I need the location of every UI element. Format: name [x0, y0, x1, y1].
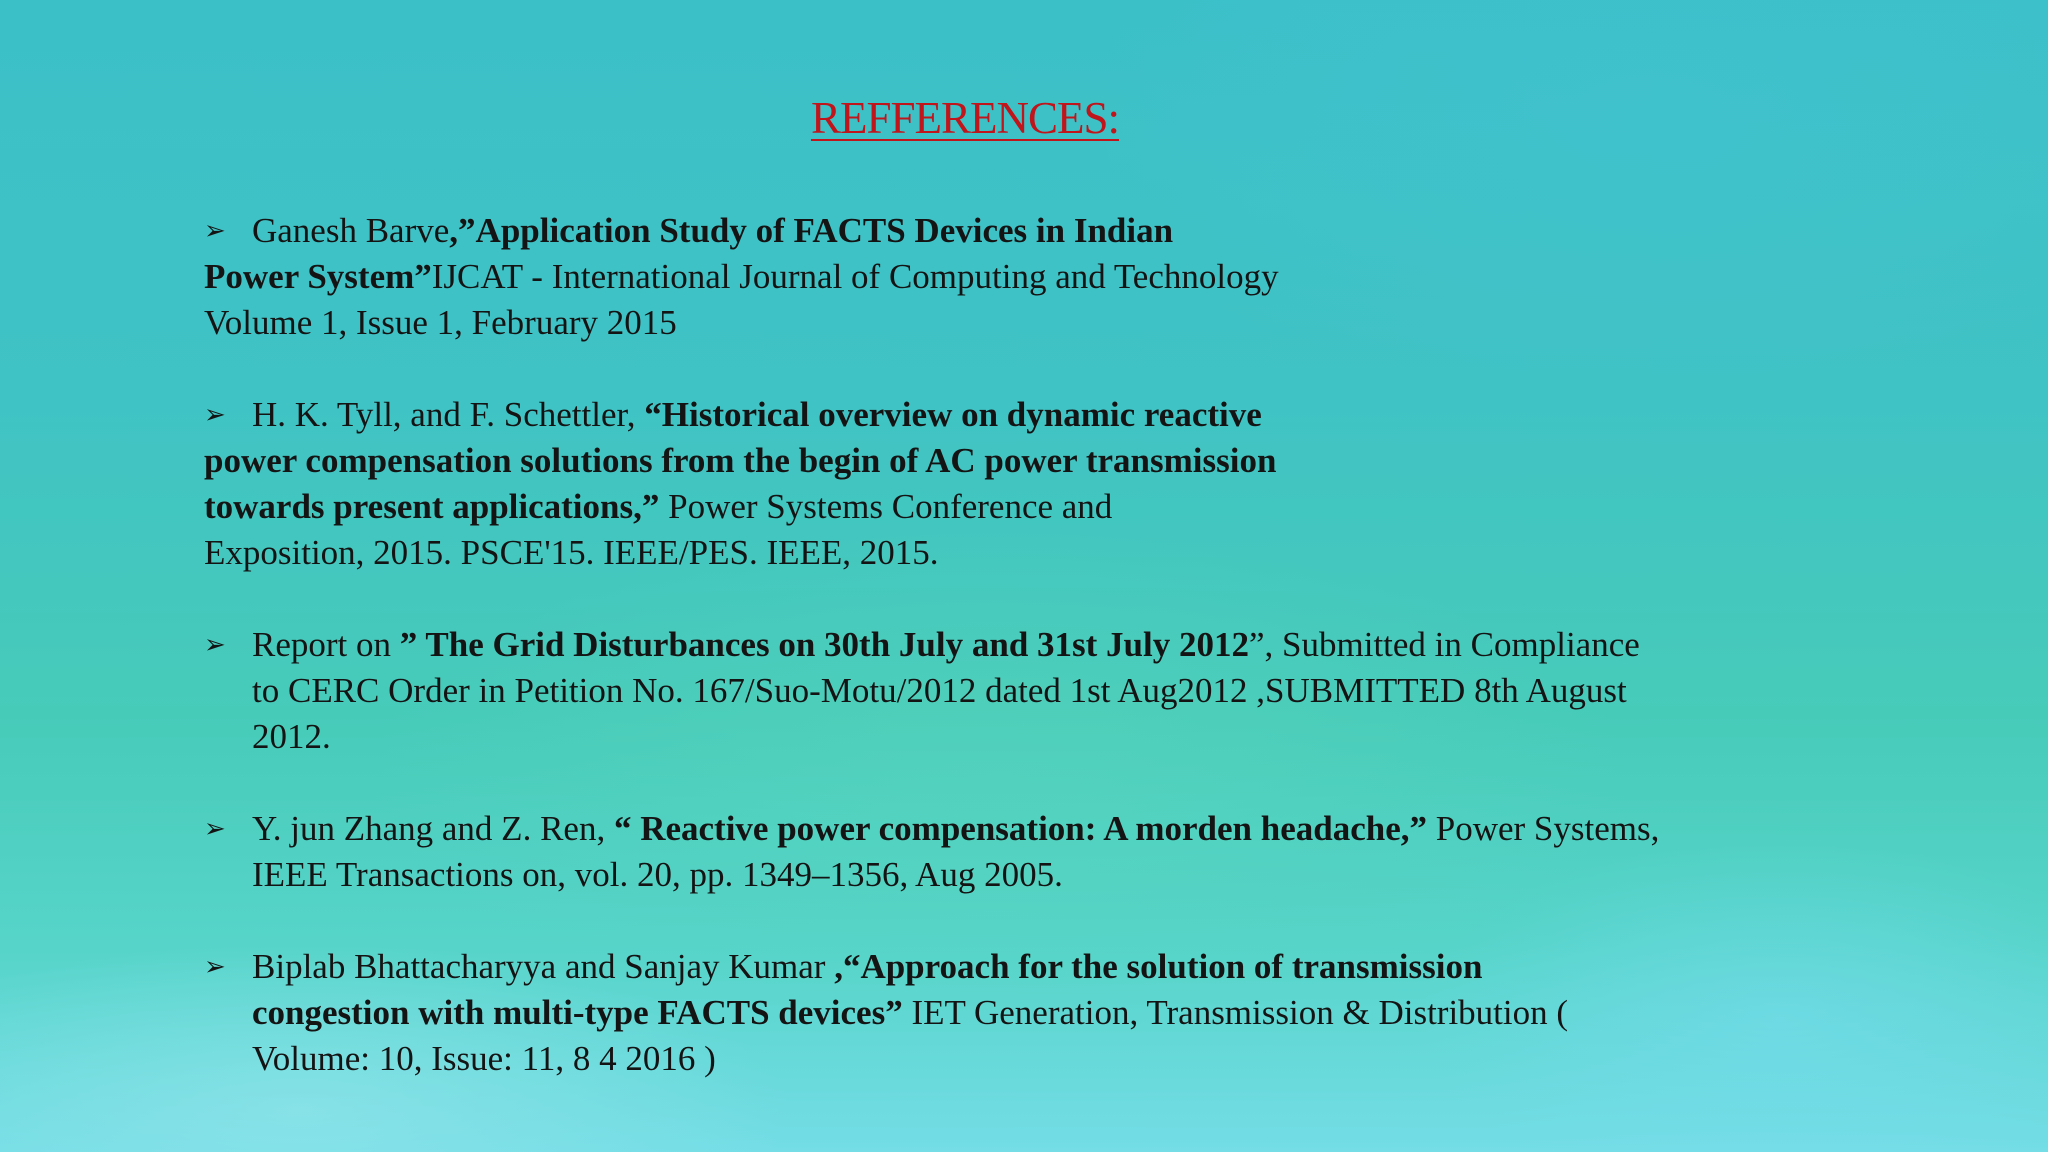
reference-title-text: towards present applications,” — [204, 487, 660, 526]
reference-line — [204, 208, 1924, 254]
reference-line — [204, 530, 1924, 576]
reference-text: IEEE Transactions on, vol. 20, pp. 1349–1356, Aug 2005. — [252, 855, 1063, 894]
reference-title-text: ” The Grid Disturbances on 30th July and 31st July 2012 — [399, 625, 1249, 664]
slide-title: REFFERENCES: — [810, 93, 1120, 143]
reference-line — [252, 1036, 1924, 1082]
reference-text: Y. jun Zhang and Z. Ren, — [252, 809, 614, 848]
reference-title-text: ,”Application Study of FACTS Devices in Indian — [449, 211, 1174, 250]
reference-line — [252, 668, 1924, 714]
reference-text: Volume 1, Issue 1, February 2015 — [204, 303, 677, 342]
reference-text: IET Generation, Transmission & Distribution ( — [902, 993, 1569, 1032]
reference-list — [204, 208, 1924, 1128]
arrowhead-bullet-icon: ➢ — [204, 400, 226, 430]
reference-line — [252, 990, 1924, 1036]
reference-text: ”, Submitted in Compliance — [1249, 625, 1640, 664]
reference-line — [204, 438, 1924, 484]
reference-title-text: power compensation solutions from the begin of AC power transmission — [204, 441, 1277, 480]
reference-text: Power Systems, — [1427, 809, 1660, 848]
reference-item — [204, 944, 1924, 1082]
reference-line — [204, 392, 1924, 438]
reference-text: H. K. Tyll, and F. Schettler, — [252, 395, 645, 434]
reference-text: to CERC Order in Petition No. 167/Suo-Motu/2012 dated 1st Aug2012 ,SUBMITTED 8th August — [252, 671, 1627, 710]
reference-text: Exposition, 2015. PSCE'15. IEEE/PES. IEEE, 2015. — [204, 533, 939, 572]
arrowhead-bullet-icon: ➢ — [204, 952, 226, 982]
reference-item — [204, 806, 1924, 898]
reference-title-text: ,“Approach for the solution of transmission — [834, 947, 1483, 986]
reference-line — [204, 300, 1924, 346]
reference-item — [204, 622, 1924, 760]
arrowhead-bullet-icon: ➢ — [204, 814, 226, 844]
reference-line — [204, 944, 1924, 990]
reference-text: Ganesh Barve — [252, 211, 450, 250]
reference-title-text: congestion with multi-type FACTS devices” — [252, 993, 903, 1032]
reference-line — [204, 806, 1924, 852]
reference-line — [252, 852, 1924, 898]
reference-item — [204, 208, 1924, 346]
reference-text: Biplab Bhattacharyya and Sanjay Kumar — [252, 947, 835, 986]
reference-text: IJCAT - International Journal of Computing and Technology — [431, 257, 1279, 296]
reference-item — [204, 392, 1924, 576]
arrowhead-bullet-icon: ➢ — [204, 216, 226, 246]
reference-text: Report on — [252, 625, 400, 664]
reference-title-text: Power System” — [204, 257, 432, 296]
arrowhead-bullet-icon: ➢ — [204, 630, 226, 660]
reference-text: 2012. — [252, 717, 331, 756]
reference-line — [204, 254, 1924, 300]
reference-line — [252, 714, 1924, 760]
reference-text: Volume: 10, Issue: 11, 8 4 2016 ) — [252, 1039, 716, 1078]
reference-text: Power Systems Conference and — [659, 487, 1113, 526]
reference-title-text: “Historical overview on dynamic reactive — [644, 395, 1262, 434]
reference-title-text: “ Reactive power compensation: A morden headache,” — [613, 809, 1427, 848]
reference-line — [204, 484, 1924, 530]
reference-line — [204, 622, 1924, 668]
